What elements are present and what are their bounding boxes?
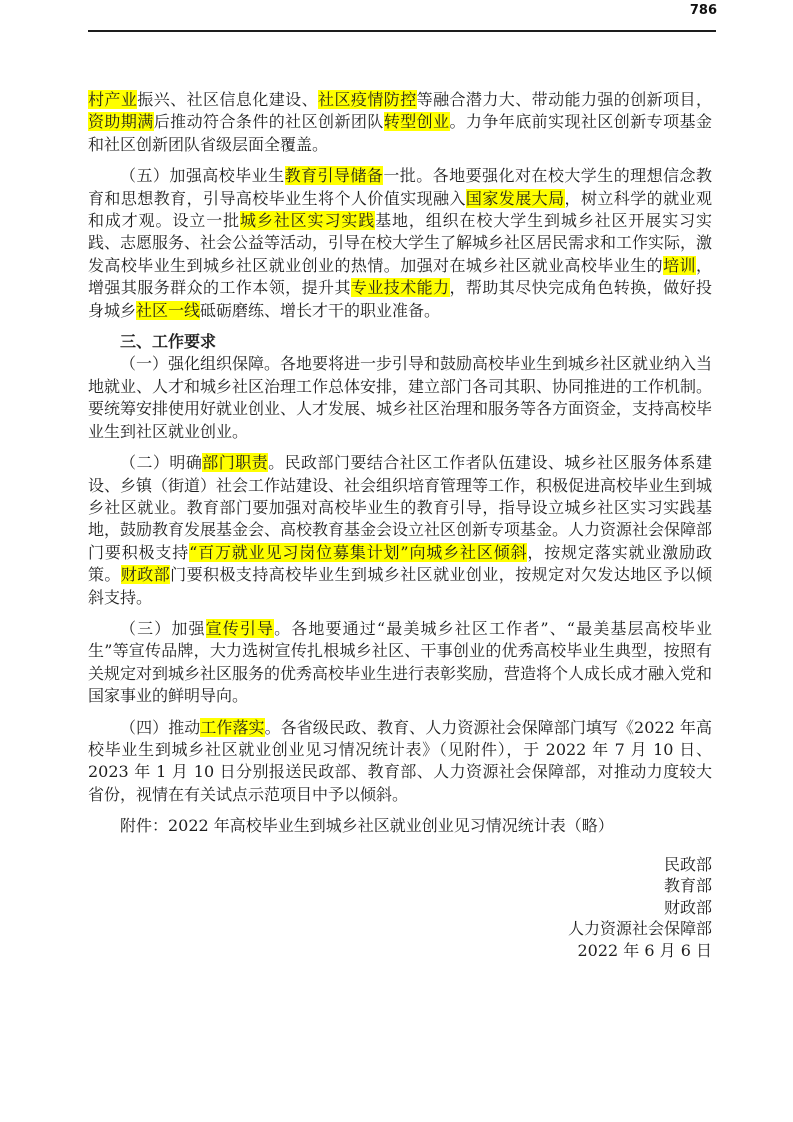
paragraph	[88, 717, 712, 807]
highlighted-text: 财政部	[120, 565, 171, 585]
text-segment: （四）推动	[120, 717, 201, 737]
highlighted-text: 专业技术能力	[350, 278, 450, 298]
text-segment: 砥砺磨练、增长才干的职业准备。	[200, 300, 441, 320]
highlighted-text: 资助期满	[88, 112, 154, 132]
highlighted-text: 工作落实	[200, 717, 265, 737]
text-segment: 等融合潜力大、带动能力强的创新项目，	[416, 90, 712, 109]
text-segment: 。民政部门要结合社区工作者队伍建设、城乡社区服务体系建设、乡镇（街道）社会工作站建设、社会组织培育管理等工作，积极促进高校毕业生到城乡社区就业。教育部门要加强对高校毕业生的教育引导，指导设立城乡社区实习实践基地，鼓励教育发展基金会、高校教育基金会设立社区创新专项基金。人力资源社会保障部门要积极支持	[88, 453, 713, 562]
highlighted-text: 城乡社区实习实践	[240, 211, 376, 231]
text-segment: ，增强其服务群众的工作本领，提升其	[88, 255, 712, 298]
text-segment: 附件：2022 年高校毕业生到城乡社区就业创业见习情况统计表（略）	[120, 816, 614, 836]
text-segment: ，按规定落实就业激励政策。	[88, 542, 712, 585]
paragraph-container	[88, 89, 712, 838]
paragraph	[88, 452, 712, 609]
text-segment: ，树立科学的就业观和成才观。设立一批	[88, 188, 712, 231]
text-segment: 三、工作要求	[120, 332, 217, 352]
section-heading	[88, 331, 712, 353]
header-rule	[88, 30, 716, 32]
text-segment: 。力争年底前实现社区创新专项基金和社区创新团队省级层面全覆盖。	[88, 112, 712, 154]
signature-line: 财政部	[663, 897, 712, 917]
text-segment: 振兴、社区信息化建设、	[137, 90, 319, 109]
document-content	[88, 89, 712, 961]
page-number: 786	[689, 3, 717, 18]
text-segment: （二）明确	[120, 453, 203, 473]
highlighted-text: 培训	[663, 255, 696, 275]
highlighted-text: 社区疫情防控	[318, 90, 417, 109]
highlighted-text: 转型创业	[383, 112, 450, 132]
text-segment: （五）加强高校毕业生	[120, 166, 285, 186]
text-segment: 后推动符合条件的社区创新团队	[153, 112, 384, 132]
text-segment: 。各地要通过“最美城乡社区工作者”、“最美基层高校毕业生”等宣传品牌，大力选树宣传扎根城乡社区、干事创业的优秀高校毕业生典型，按照有关规定对到城乡社区服务的优秀高校毕业生进行表彰奖励，营造将个人成长成才融入党和国家事业的鲜明导向。	[88, 618, 713, 706]
paragraph	[88, 353, 712, 443]
text-segment: ，帮助其尽快完成角色转换，做好投身城乡	[88, 278, 712, 320]
text-segment: 门要积极支持高校毕业生到城乡社区就业创业，按规定对欠发达地区予以倾斜支持。	[88, 565, 712, 607]
signature-line: 人力资源社会保障部	[567, 919, 712, 939]
signature-date: 2022 年 6 月 6 日	[577, 940, 712, 960]
signature-block	[88, 854, 712, 962]
text-segment: 基地，组织在校大学生到城乡社区开展实习实践、志愿服务、社会公益等活动，引导在校大学生了解城乡社区居民需求和工作实际，激发高校毕业生到城乡社区就业创业的热情。加强对在城乡社区就业高校毕业生的	[88, 211, 713, 275]
paragraph	[88, 165, 712, 322]
highlighted-text: 村产业	[88, 90, 138, 109]
paragraph	[88, 89, 712, 156]
highlighted-text: “百万就业见习岗位募集计划”向城乡社区倾斜	[189, 542, 528, 562]
text-segment: 。各省级民政、教育、人力资源社会保障部门填写《2022 年高校毕业生到城乡社区就业创业见习情况统计表》（见附件），于 2022 年 7 月 10 日、2023 年 1 月 10 日分别报送民政部、教育部、人力资源社会保障部，对推动力度较大省份，视情在有关试点示范项目中予以倾斜。	[88, 717, 712, 804]
highlighted-text: 宣传引导	[205, 618, 275, 638]
paragraph	[88, 618, 712, 708]
highlighted-text: 国家发展大局	[465, 188, 565, 208]
paragraph	[88, 815, 712, 837]
highlighted-text: 教育引导储备	[284, 166, 384, 186]
text-segment: （三）加强	[120, 618, 206, 638]
highlighted-text: 社区一线	[136, 300, 201, 320]
signature-line: 民政部	[663, 854, 712, 874]
signature-line: 教育部	[663, 876, 712, 896]
highlighted-text: 部门职责	[202, 453, 269, 473]
text-segment: （一）强化组织保障。各地要将进一步引导和鼓励高校毕业生到城乡社区就业纳入当地就业、人才和城乡社区治理工作总体安排，建立部门各司其职、协同推进的工作机制。要统筹安排使用好就业创业、人才发展、城乡社区治理和服务等各方面资金，支持高校毕业生到社区就业创业。	[88, 354, 713, 441]
text-segment: 一批。各地要强化对在校大学生的理想信念教育和思想教育，引导高校毕业生将个人价值实现融入	[88, 166, 712, 208]
